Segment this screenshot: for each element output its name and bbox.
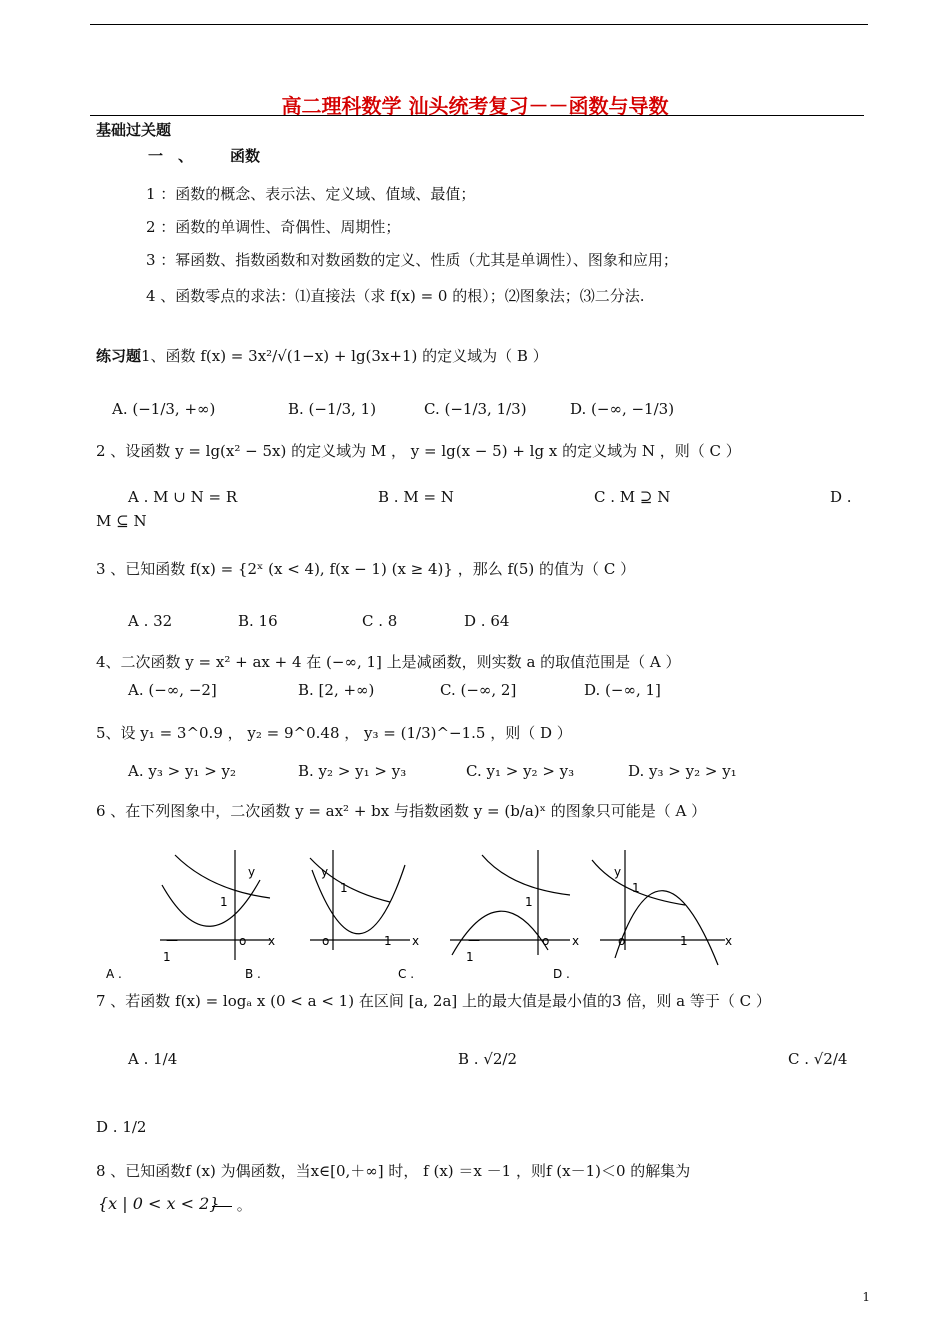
q2-option-a: A . M ∪ N = R [128, 488, 238, 506]
q6-graphs [100, 840, 750, 986]
graph-a-neg-one: 1 [163, 950, 171, 964]
graph-b-origin: o [322, 934, 330, 948]
question-1 [96, 345, 548, 366]
sub-heading-label: 函数 [230, 147, 261, 165]
graph-label-a: A . [106, 967, 122, 981]
q3-option-b: B. 16 [238, 612, 278, 630]
graph-b-one-x: 1 [384, 934, 392, 948]
question-1-stem: 1、函数 f(x) = 3x²/√(1−x) + lg(3x+1) 的定义域为（ B ） [141, 347, 548, 365]
graph-c-neg-one: 1 [466, 950, 474, 964]
q7-option-d: D . 1/2 [96, 1118, 147, 1136]
q4-option-d: D. (−∞, 1] [584, 681, 661, 699]
graph-d-one-x: 1 [680, 934, 688, 948]
graph-b-x-label: x [412, 934, 420, 948]
question-5-stem: 5、设 y₁ = 3^0.9 ， y₂ = 9^0.48 ， y₃ = (1/3)^−1.5 ，则（ D ） [96, 724, 572, 742]
question-8-line-1: 8 、已知函数f (x) 为偶函数，当x∈[0,＋∞] 时， f (x) ＝x －1 ，则f (x－1)＜0 的解集为 [96, 1162, 691, 1180]
q5-option-a: A. y₃ > y₁ > y₂ [128, 762, 237, 780]
q2-option-d: M ⊆ N [96, 512, 147, 530]
q1-option-a: A. (−1/3, +∞) [112, 400, 216, 418]
page-number: 1 [862, 1290, 870, 1304]
graph-c-origin: o [542, 934, 550, 948]
question-3-stem: 3 、已知函数 f(x) = {2ˣ (x < 4), f(x − 1) (x ≥ 4)} ，那么 f(5) 的值为（ C ） [96, 560, 636, 578]
q2-option-d-label: D . [830, 488, 852, 506]
graph-d-x-label: x [725, 934, 733, 948]
question-7-stem: 7 、若函数 f(x) = logₐ x (0 < a < 1) 在区间 [a, 2a] 上的最大值是最小值的3 倍，则 a 等于（ C ） [96, 992, 771, 1010]
graph-b-one-y: 1 [340, 881, 348, 895]
graph-b-y-label: y [321, 865, 329, 879]
graph-d-y-label: y [614, 865, 622, 879]
graph-c-parabola [452, 911, 548, 955]
header-rule [90, 24, 868, 25]
graph-c-neg-mark: — [468, 933, 480, 947]
graph-a-one: 1 [220, 895, 228, 909]
question-4-stem: 4、二次函数 y = x² + ax + 4 在 (−∞, 1] 上是减函数，则实数 a 的取值范围是（ A ） [96, 653, 681, 671]
graph-a-exponential [175, 855, 270, 898]
graph-c-x-label: x [572, 934, 580, 948]
practice-label: 练习题 [96, 347, 142, 365]
outline-item-3: 3 ：幂函数、指数函数和对数函数的定义、性质（尤其是单调性）、图象和应用； [146, 251, 678, 269]
graph-a-origin: o [239, 934, 247, 948]
graph-c-one: 1 [525, 895, 533, 909]
graph-a-x-label: x [268, 934, 276, 948]
q4-option-b: B. [2, +∞) [298, 681, 375, 699]
q1-option-d: D. (−∞, −1/3) [570, 400, 675, 418]
graph-d [592, 850, 725, 965]
graph-a-neg-mark: — [166, 933, 178, 947]
graph-c-exponential [482, 855, 570, 895]
question-8-answer-set: {x | 0 < x < 2} [98, 1194, 220, 1213]
q4-option-c: C. (−∞, 2] [440, 681, 517, 699]
q3-option-d: D . 64 [464, 612, 510, 630]
q7-option-a: A . 1/4 [128, 1050, 178, 1068]
graph-label-b: B . [245, 967, 261, 981]
q7-option-b: B . √2/2 [458, 1050, 518, 1068]
question-2-stem: 2 、设函数 y = lg(x² − 5x) 的定义域为 M ， y = lg(x − 5) + lg x 的定义域为 N ，则（ C ） [96, 442, 741, 460]
q7-option-c: C . √2/4 [788, 1050, 848, 1068]
q3-option-c: C . 8 [362, 612, 398, 630]
question-8-tail: 。 [236, 1196, 252, 1214]
title-underline [90, 115, 864, 116]
graph-a-y-label: y [248, 865, 256, 879]
graph-a-parabola [162, 880, 260, 926]
page-title: 高二理科数学 汕头统考复习－－函数与导数 [281, 94, 669, 118]
q5-option-b: B. y₂ > y₁ > y₃ [298, 762, 407, 780]
q5-option-c: C. y₁ > y₂ > y₃ [466, 762, 575, 780]
outline-item-2: 2 ：函数的单调性、奇偶性、周期性； [146, 218, 401, 236]
graph-d-origin: o [618, 934, 626, 948]
q5-option-d: D. y₃ > y₂ > y₁ [628, 762, 737, 780]
sub-heading-number: 一 、 [148, 147, 194, 165]
q2-option-b: B . M = N [378, 488, 454, 506]
q3-option-a: A . 32 [128, 612, 173, 630]
q1-option-c: C. (−1/3, 1/3) [424, 400, 527, 418]
section-heading: 基础过关题 [96, 121, 172, 139]
graph-d-one-y: 1 [632, 881, 640, 895]
graph-label-d: D . [553, 967, 570, 981]
q4-option-a: A. (−∞, −2] [128, 681, 217, 699]
graph-label-c: C . [398, 967, 415, 981]
q2-option-c: C . M ⊇ N [594, 488, 671, 506]
outline-item-1: 1 ：函数的概念、表示法、定义域、值域、最值； [146, 185, 476, 203]
question-6-stem: 6 、在下列图象中，二次函数 y = ax² + bx 与指数函数 y = (b/a)ˣ 的图象只可能是（ A ） [96, 802, 707, 820]
q1-option-b: B. (−1/3, 1) [288, 400, 377, 418]
outline-item-4: 4 、函数零点的求法：⑴直接法（求 f(x) = 0 的根）；⑵图象法；⑶二分法. [146, 287, 645, 305]
question-8-blank [212, 1194, 252, 1215]
